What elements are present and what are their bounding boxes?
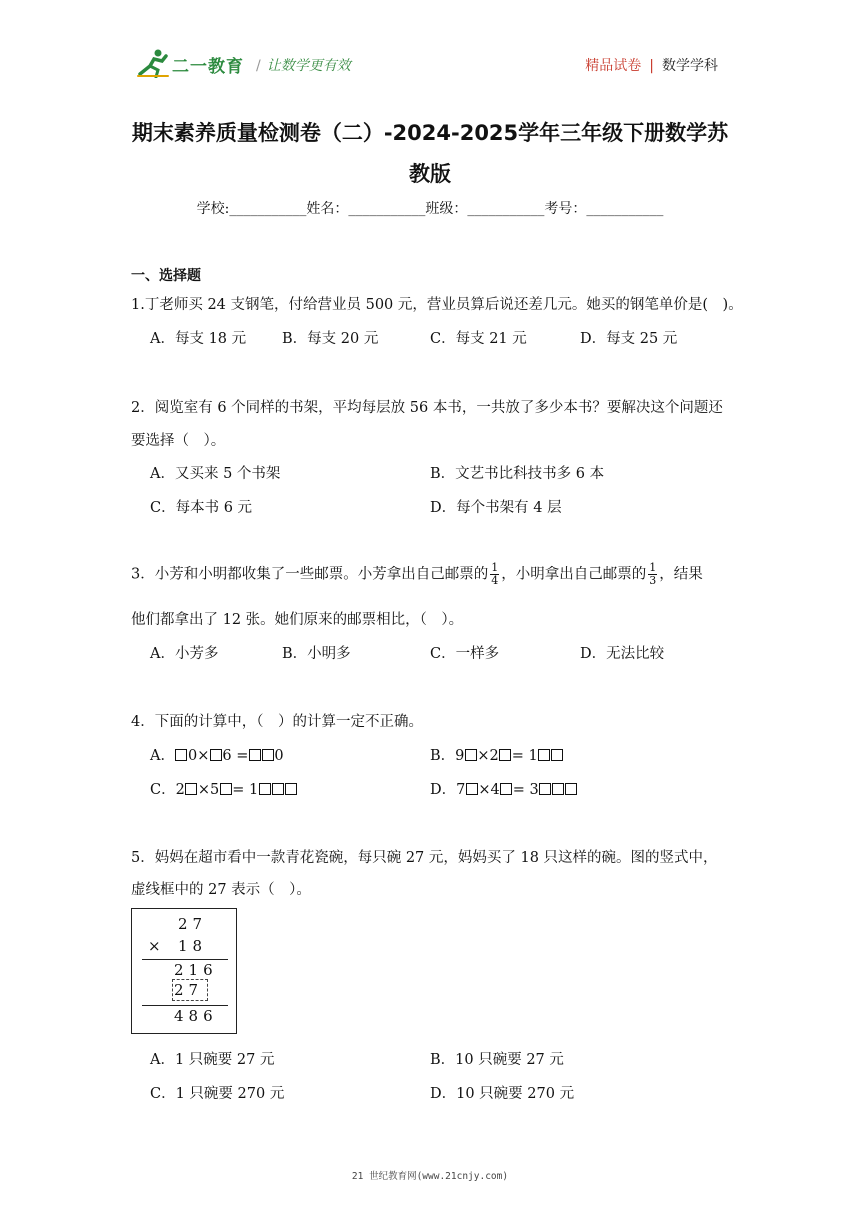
q5-option-b[interactable]: B．10 只碗要 27 元 (430, 1052, 564, 1068)
q4-option-d[interactable] (430, 778, 578, 799)
blank-box (538, 749, 550, 761)
blank-box (551, 749, 563, 761)
option-part: B．9 (430, 748, 465, 764)
q5-option-a[interactable]: A．1 只碗要 27 元 (150, 1052, 275, 1068)
student-info-line: 学校:___________姓名：___________班级：___________考号：___________ (196, 201, 664, 217)
logo (136, 48, 244, 82)
blank-box (285, 783, 297, 795)
multiply-sign: × (148, 937, 161, 955)
question-5-line-2: 虚线框中的 27 表示（ ）。 (131, 882, 311, 898)
slogan (256, 55, 351, 75)
slogan-text: 让数学更有效 (266, 58, 351, 74)
vertical-multiplication-figure (131, 908, 237, 1034)
calc-multiplicand: 27 (178, 915, 208, 933)
fraction-numerator: 1 (649, 561, 657, 574)
blank-box (565, 783, 577, 795)
section-title: 一、选择题 (131, 268, 201, 284)
calc-rule-line (142, 1005, 228, 1006)
option-letter: A． (150, 748, 175, 764)
option-part: = 3 (512, 782, 539, 798)
calc-partial-product-2: 27 (174, 981, 204, 999)
fraction-denominator: 4 (491, 574, 499, 587)
calc-partial-product-1: 216 (174, 961, 218, 979)
question-1-text: 1.丁老师买 24 支钢笔，付给营业员 500 元，营业员算后说还差几元。她买的钢笔单价是( )。 (131, 297, 743, 313)
q3-option-c[interactable]: C．一样多 (430, 646, 500, 662)
blank-box (539, 783, 551, 795)
option-part: 6 = (222, 748, 249, 764)
question-3-line-1 (131, 562, 771, 587)
option-part: 0 (274, 748, 284, 764)
q4-option-b[interactable] (430, 744, 564, 765)
logo-text: 二一教育 (172, 57, 244, 77)
option-part: = 1 (511, 748, 538, 764)
blank-box (185, 783, 197, 795)
page-title-line-2: 教版 (409, 162, 451, 186)
option-part: ×2 (477, 748, 499, 764)
question-2-line-2: 要选择（ ）。 (131, 433, 226, 449)
question-3-line-2: 他们都拿出了 12 张。她们原来的邮票相比，（ ）。 (131, 612, 464, 628)
q3-text-a: 3．小芳和小明都收集了一些邮票。小芳拿出自己邮票的 (131, 566, 489, 583)
q2-option-a[interactable]: A．又买来 5 个书架 (150, 466, 281, 482)
blank-box (272, 783, 284, 795)
q3-option-b[interactable]: B．小明多 (282, 646, 351, 662)
calc-rule-line (142, 959, 228, 960)
fraction-one-quarter (490, 562, 499, 587)
blank-box (500, 783, 512, 795)
blank-box (552, 783, 564, 795)
runner-logo-icon (136, 48, 170, 78)
question-5-line-1: 5．妈妈在超市看中一款青花瓷碗，每只碗 27 元，妈妈买了 18 只这样的碗。图的竖式中， (131, 850, 718, 866)
blank-box (175, 749, 187, 761)
q1-option-c[interactable]: C．每支 21 元 (430, 331, 527, 347)
fraction-one-third (648, 562, 657, 587)
q3-option-d[interactable]: D．无法比较 (580, 646, 665, 662)
blank-box (262, 749, 274, 761)
q2-option-c[interactable]: C．每本书 6 元 (150, 500, 253, 516)
option-part: ×5 (197, 782, 220, 798)
header-divider: | (649, 58, 654, 74)
option-part: C．2 (150, 782, 185, 798)
blank-box (466, 783, 478, 795)
option-part: 0× (187, 748, 210, 764)
q3-option-a[interactable]: A．小芳多 (150, 646, 219, 662)
blank-box (259, 783, 271, 795)
header-label-exam: 精品试卷 (585, 58, 642, 74)
q3-text-b: ，小明拿出自己邮票的 (501, 566, 647, 583)
q1-option-d[interactable]: D．每支 25 元 (580, 331, 678, 347)
q1-option-b[interactable]: B．每支 20 元 (282, 331, 379, 347)
q5-option-d[interactable]: D．10 只碗要 270 元 (430, 1086, 575, 1102)
page-footer: 21 世纪教育网(www.21cnjy.com) (351, 1171, 509, 1182)
q2-option-b[interactable]: B．文艺书比科技书多 6 本 (430, 466, 605, 482)
header-label-subject: 数学学科 (662, 58, 718, 74)
slogan-divider: / (256, 58, 261, 74)
fraction-denominator: 3 (649, 574, 657, 587)
q5-option-c[interactable]: C．1 只碗要 270 元 (150, 1086, 285, 1102)
blank-box (210, 749, 222, 761)
blank-box (249, 749, 261, 761)
q3-text-c: ，结果 (659, 566, 703, 583)
option-part: D．7 (430, 782, 466, 798)
header-labels (585, 55, 718, 75)
blank-box (465, 749, 477, 761)
question-2-line-1: 2．阅览室有 6 个同样的书架，平均每层放 56 本书，一共放了多少本书？要解决这个问题还 (131, 400, 723, 416)
page-title-line-1: 期末素养质量检测卷（二）-2024-2025学年三年级下册数学苏 (131, 121, 729, 145)
calc-product: 486 (174, 1007, 218, 1025)
calc-multiplier: 18 (178, 937, 208, 955)
question-4-text: 4．下面的计算中，（ ）的计算一定不正确。 (131, 714, 423, 730)
q4-option-c[interactable] (150, 778, 297, 799)
option-part: ×4 (478, 782, 500, 798)
option-part: = 1 (232, 782, 259, 798)
q1-option-a[interactable]: A．每支 18 元 (150, 331, 247, 347)
q2-option-d[interactable]: D．每个书架有 4 层 (430, 500, 562, 516)
blank-box (499, 749, 511, 761)
blank-box (220, 783, 232, 795)
q4-option-a[interactable] (150, 744, 284, 765)
fraction-numerator: 1 (491, 561, 499, 574)
